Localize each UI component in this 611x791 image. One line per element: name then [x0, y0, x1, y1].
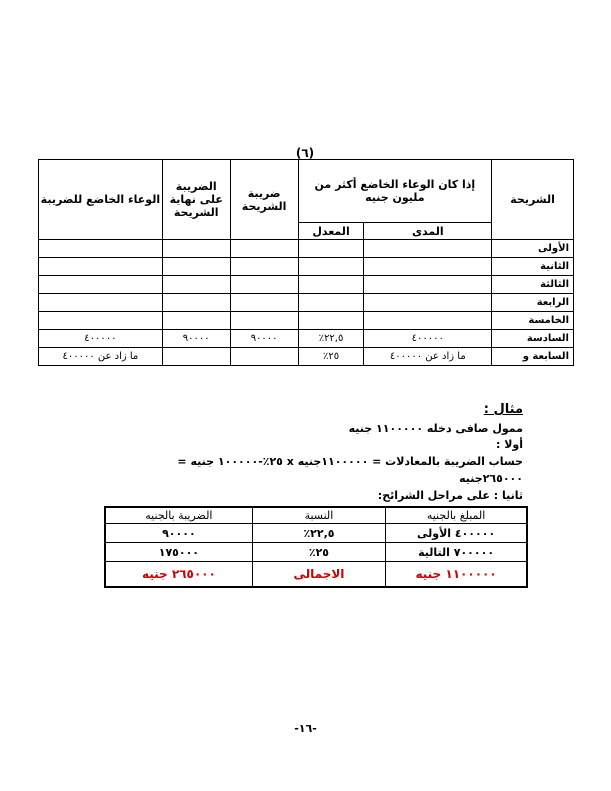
cell-bracket: الأولى	[492, 240, 574, 258]
cell-rate: ٢٢,٥٪	[252, 524, 385, 543]
header-condition: إذا كان الوعاء الخاضع أكثر من مليون جنيه	[298, 160, 492, 223]
cell-range	[364, 312, 492, 330]
header-amount: المبلغ بالجنيه	[386, 507, 527, 524]
cell-bracket-tax	[230, 240, 298, 258]
table-row	[39, 240, 574, 258]
total-tax: ٢٦٥٠٠٠ جنيه	[105, 562, 252, 588]
cell-bracket-tax	[230, 276, 298, 294]
cell-tax-end	[162, 294, 230, 312]
example-line: ٢٦٥٠٠٠جنيه	[459, 472, 523, 485]
header-base: الوعاء الخاضع للضريبة	[39, 160, 163, 240]
cell-base: ٤٠٠٠٠٠	[39, 330, 163, 348]
cell-bracket: الثالثة	[492, 276, 574, 294]
cell-bracket-tax	[230, 294, 298, 312]
cell-bracket: الثانية	[492, 258, 574, 276]
header-rate: النسبة	[252, 507, 385, 524]
table-row	[39, 276, 574, 294]
cell-bracket: الرابعة	[492, 294, 574, 312]
header-tax-end: الضريبة على نهاية الشريحة	[162, 160, 230, 240]
table-row	[39, 348, 574, 366]
cell-range: ما زاد عن ٤٠٠٠٠٠	[364, 348, 492, 366]
page-number: -١٦-	[294, 722, 317, 735]
cell-base	[39, 294, 163, 312]
table-row	[39, 330, 574, 348]
cell-rate	[298, 312, 364, 330]
cell-tax: ٩٠٠٠٠	[105, 524, 252, 543]
table-row	[39, 294, 574, 312]
cell-tax-end	[162, 348, 230, 366]
cell-bracket-tax	[230, 348, 298, 366]
total-amount: ١١٠٠٠٠٠ جنيه	[386, 562, 527, 588]
cell-base	[39, 258, 163, 276]
header-range: المدى	[364, 223, 492, 240]
cell-base	[39, 240, 163, 258]
cell-bracket: السادسة	[492, 330, 574, 348]
cell-rate: ٢٥٪	[252, 543, 385, 562]
cell-tax-end	[162, 312, 230, 330]
header-tax: الضريبة بالجنيه	[105, 507, 252, 524]
cell-base	[39, 312, 163, 330]
cell-range	[364, 276, 492, 294]
cell-bracket: الخامسة	[492, 312, 574, 330]
cell-rate	[298, 294, 364, 312]
cell-tax-end	[162, 258, 230, 276]
cell-rate: ٢٥٪	[298, 348, 364, 366]
table-row	[39, 312, 574, 330]
bracket-calculation-table	[104, 506, 528, 588]
cell-rate	[298, 276, 364, 294]
table-number: (٦)	[295, 146, 315, 160]
cell-base	[39, 276, 163, 294]
cell-range: ٤٠٠٠٠٠	[364, 330, 492, 348]
example-line: حساب الضريبة بالمعادلات = ١١٠٠٠٠٠جنيه x ٢٥٪-١٠٠٠٠٠ جنيه =	[177, 455, 523, 468]
tax-brackets-table	[38, 159, 574, 366]
table-row	[39, 258, 574, 276]
cell-range	[364, 294, 492, 312]
cell-rate: ٢٢,٥٪	[298, 330, 364, 348]
example-heading: مثال :	[483, 402, 523, 417]
cell-bracket-tax: ٩٠٠٠٠	[230, 330, 298, 348]
cell-tax-end	[162, 276, 230, 294]
example-line: ثانيا : على مراحل الشرائح:	[377, 489, 523, 502]
cell-bracket: السابعة و	[492, 348, 574, 366]
cell-tax-end: ٩٠٠٠٠	[162, 330, 230, 348]
cell-tax: ١٧٥٠٠٠	[105, 543, 252, 562]
cell-range	[364, 258, 492, 276]
cell-rate	[298, 258, 364, 276]
cell-rate	[298, 240, 364, 258]
header-bracket-tax: ضريبة الشريحة	[230, 160, 298, 240]
cell-base: ما زاد عن ٤٠٠٠٠٠	[39, 348, 163, 366]
cell-amount: ٧٠٠٠٠٠ التالية	[386, 543, 527, 562]
cell-bracket-tax	[230, 258, 298, 276]
header-bracket: الشريحة	[492, 160, 574, 240]
cell-bracket-tax	[230, 312, 298, 330]
total-label: الاجمالى	[252, 562, 385, 588]
example-line: أولا :	[495, 438, 523, 451]
header-rate: المعدل	[298, 223, 364, 240]
cell-amount: ٤٠٠٠٠٠ الأولى	[386, 524, 527, 543]
cell-tax-end	[162, 240, 230, 258]
cell-range	[364, 240, 492, 258]
example-line: ممول صافى دخله ١١٠٠٠٠٠ جنيه	[348, 422, 523, 435]
